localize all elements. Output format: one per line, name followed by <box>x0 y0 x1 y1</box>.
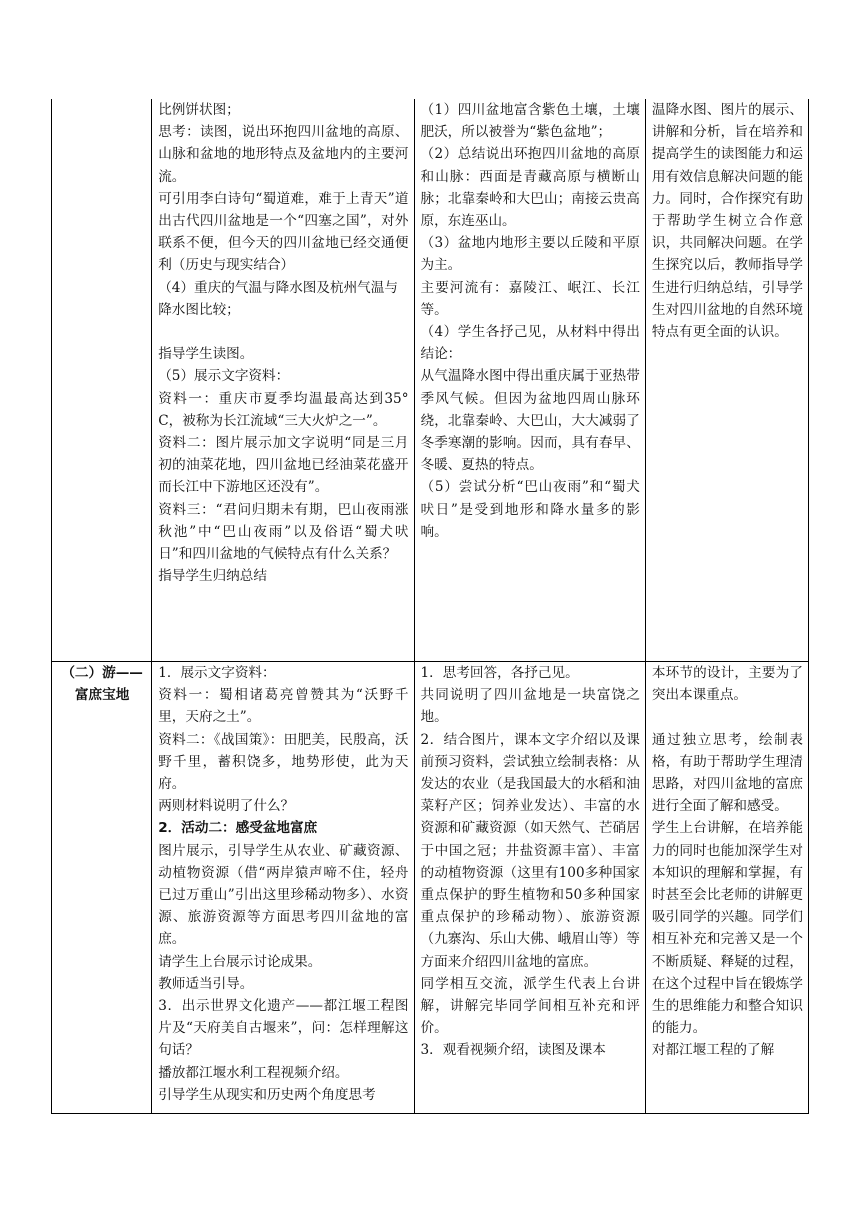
teacher-line-blank <box>158 321 408 343</box>
table-row <box>52 99 809 662</box>
student-activity-cell <box>414 662 645 1114</box>
activity-heading: 2．活动二：感受盆地富庶 <box>158 820 318 837</box>
stage-cell <box>52 662 152 1114</box>
intent-line: 学生上台讲解，在培养能力的同时也能加深学生对本知识的理解和掌握，有时甚至会比老师的讲解更吸引同学的兴趣。同学们相互补充和完善又是一个不断质疑、释疑的过程，在这个过程中旨在锻炼学生的思维能力和整合知识的能力。 <box>651 820 803 1037</box>
student-line: 2．结合图片，课本文字介绍以及课前预习资料，尝试独立绘制表格：从发达的农业（是我国最大的水稻和油菜籽产区；饲养业发达）、丰富的水资源和矿藏资源（如天然气、芒硝居于中国之冠；井盐资源丰富）、丰富的动植物资源（这里有100多种国家重点保护的野生植物和50多种国家重点保护的珍稀动物）、旅游资源（九寨沟、乐山大佛、峨眉山等）等方面来介绍四川盆地的富庶。 <box>420 731 640 970</box>
teacher-line: 引导学生从现实和历史两个角度思考 <box>158 1086 376 1103</box>
teacher-activity-cell <box>152 662 414 1114</box>
teacher-line: 资料一：重庆市夏季均温最高达到35°C，被称为长江流域“三大火炉之一”。 <box>158 390 409 429</box>
intent-line-blank <box>652 706 803 728</box>
intent-line: 温降水图、图片的展示、讲解和分析，旨在培养和提高学生的读图能力和运用有效信息解决问题的能力。同时，合作探究有助于帮助学生树立合作意识，共同解决问题。在学生探究以后，教师指导学生进行归纳总结，引导学生对四川盆地的自然环境特点有更全面的认识。 <box>651 102 803 341</box>
student-line: （4）学生各抒己见，从材料中得出结论： <box>420 324 640 363</box>
teacher-line: 资料一：蜀相诸葛亮曾赞其为“沃野千里，天府之土”。 <box>158 687 409 726</box>
teacher-line: 思考：读图，说出环抱四川盆地的高原、山脉和盆地的地形特点及盆地内的主要河流。 <box>158 124 409 185</box>
table-row <box>52 662 809 1114</box>
student-line: 3．观看视频介绍，读图及课本 <box>420 1042 606 1059</box>
teacher-line: （5）展示文字资料： <box>158 368 290 385</box>
teacher-line: 播放都江堰水利工程视频介绍。 <box>158 1064 349 1081</box>
teacher-line: 资料二：《战国策》：田肥美，民殷高，沃野千里，蓄积饶多，地势形使，此为天府。 <box>158 731 409 793</box>
lesson-plan-table <box>51 99 809 1114</box>
student-line: （1）四川盆地富含紫色土壤，土壤肥沃，所以被誉为“紫色盆地”； <box>420 102 640 141</box>
intent-line: 本环节的设计，主要为了突出本课重点。 <box>651 665 803 704</box>
teacher-line: 可引用李白诗句“蜀道难，难于上青天”道出古代四川盆地是一个“四塞之国”，对外联系不便，但今天的四川盆地已经交通便利（历史与现实结合） <box>158 190 409 274</box>
teacher-line: 两则材料说明了什么？ <box>158 798 295 815</box>
student-line: （2）总结说出环抱四川盆地的高原和山脉：西面是青藏高原与横断山脉；北靠秦岭和大巴山；南接云贵高原，东连巫山。 <box>420 146 640 230</box>
teacher-line: （4）重庆的气温与降水图及杭州气温与降水图比较； <box>158 279 398 318</box>
student-line: 主要河流有：嘉陵江、岷江、长江等。 <box>420 279 640 318</box>
intent-line: 通过独立思考，绘制表格，有助于帮助学生理清思路，对四川盆地的富庶进行全面了解和感受。 <box>651 731 803 815</box>
student-line: （5）尝试分析“巴山夜雨”和“蜀犬吠日”是受到地形和降水量多的影响。 <box>420 479 640 540</box>
stage-label: （二）游——富庶宝地 <box>61 665 143 704</box>
teacher-line: 资料二：图片展示加文字说明“同是三月初的油菜花地，四川盆地已经油菜花盛开而长江中下游地区还没有”。 <box>158 435 409 496</box>
teacher-line: 请学生上台展示讨论成果。 <box>158 953 322 970</box>
intent-line: 对都江堰工程的了解 <box>651 1042 775 1059</box>
student-line: 从气温降水图中得出重庆属于亚热带季风气候。但因为盆地四周山脉环绕，北靠秦岭、大巴山，大大减弱了冬季寒潮的影响。因而，具有春早、冬暖、夏热的特点。 <box>420 368 640 474</box>
teacher-line: 资料三：“君问归期未有期，巴山夜雨涨秋池”中“巴山夜雨”以及俗语“蜀犬吠日”和四川盆地的气候特点有什么关系？ <box>158 501 409 563</box>
student-line: 共同说明了四川盆地是一块富饶之地。 <box>420 687 640 726</box>
teacher-line: 教师适当引导。 <box>158 975 254 992</box>
design-intent-cell <box>645 662 808 1114</box>
teacher-line: 3．出示世界文化遗产——都江堰工程图片及“天府美自古堰来”，问：怎样理解这句话？ <box>158 998 409 1059</box>
teacher-activity-cell <box>152 99 414 662</box>
teacher-line: 指导学生读图。 <box>158 346 254 363</box>
teacher-line: 图片展示，引导学生从农业、矿藏资源、动植物资源（借“两岸猿声啼不住，轻舟已过万重山”引出这里珍稀动物多）、水资源、旅游资源等方面思考四川盆地的富庶。 <box>158 842 409 948</box>
student-activity-cell <box>414 99 645 662</box>
student-line: 同学相互交流，派学生代表上台讲解，讲解完毕同学间相互补充和评价。 <box>420 975 640 1037</box>
teacher-line: 1．展示文字资料： <box>158 665 276 681</box>
design-intent-cell <box>645 99 808 662</box>
student-line: 1．思考回答，各抒己见。 <box>420 665 579 681</box>
student-line: （3）盆地内地形主要以丘陵和平原为主。 <box>420 235 640 274</box>
stage-cell <box>52 99 152 662</box>
teacher-line: 指导学生归纳总结 <box>158 568 267 585</box>
teacher-line: 比例饼状图； <box>158 102 240 118</box>
